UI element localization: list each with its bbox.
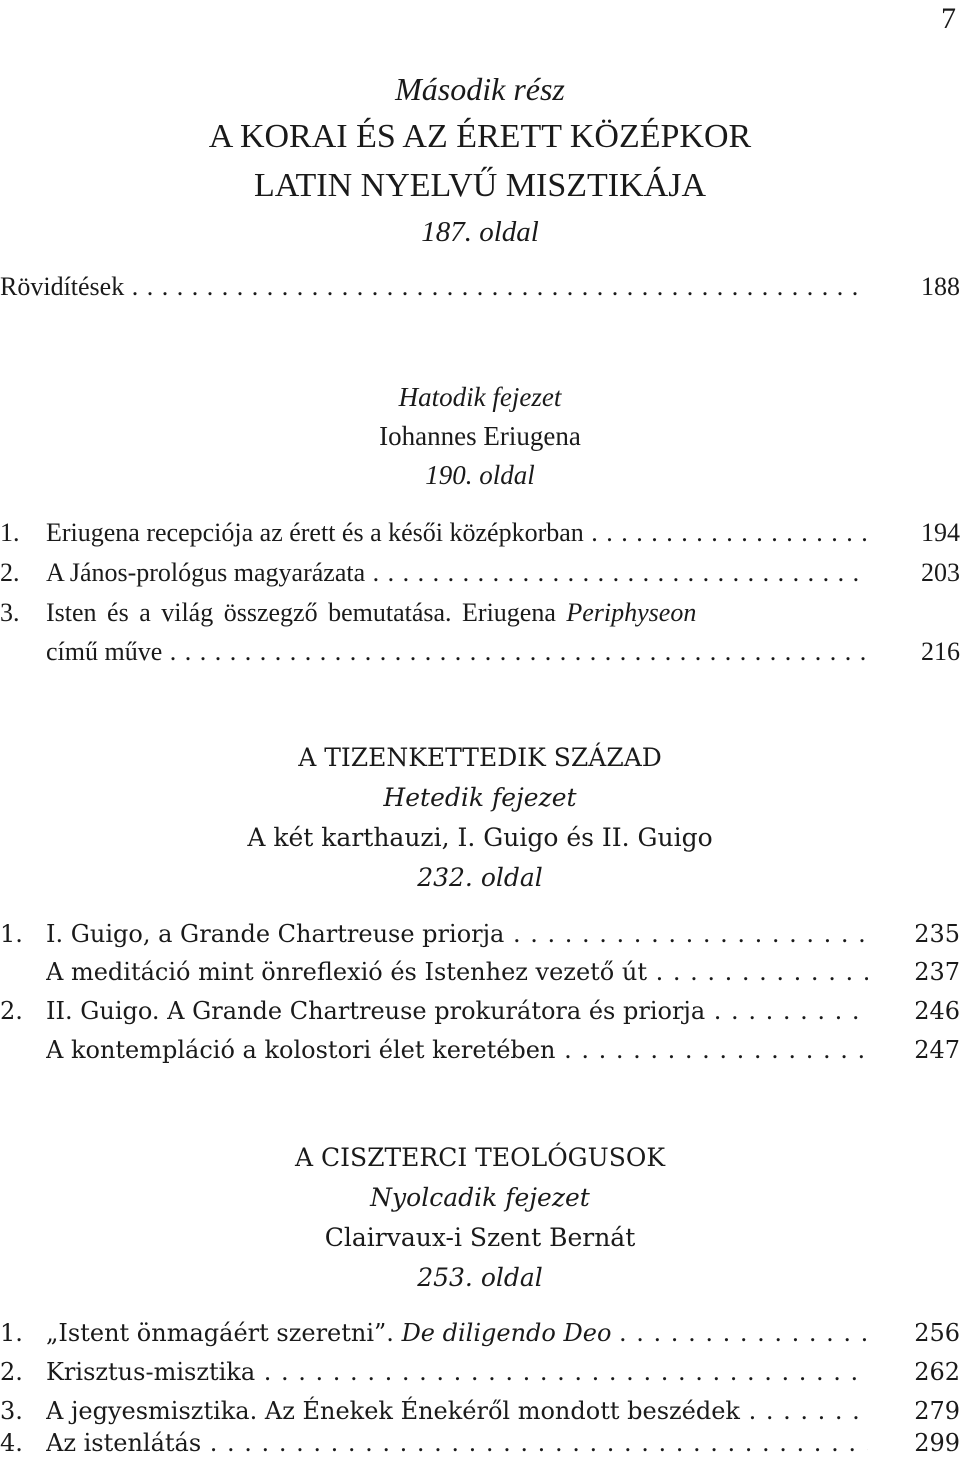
toc-entry[interactable] (0, 514, 960, 552)
part-page: 187. oldal (421, 216, 539, 248)
chapter6-page: 190. oldal (425, 460, 535, 490)
section12-title: A TIZENKETTEDIK SZÁZAD (298, 743, 662, 772)
page-number: 7 (941, 2, 956, 35)
toc-entry-multiline[interactable] (0, 594, 960, 632)
toc-entry-title-italic: Periphyseon (566, 598, 697, 627)
toc-entry-title: A meditáció mint önreflexió és Istenhez vezető út . . . (46, 953, 868, 991)
toc-entry[interactable] (0, 1424, 960, 1462)
toc-entry-number: 2. (0, 558, 20, 587)
chapter7-page: 232. oldal (417, 863, 543, 892)
toc-entry-abbreviations[interactable] (0, 268, 960, 306)
chapter6-heading (0, 378, 960, 495)
toc-entry-title: II. Guigo. A Grande Chartreuse prokurátora és priorja . . . (46, 992, 868, 1030)
toc-entry-page: 235 (914, 920, 960, 948)
toc-entry-title: „Istent önmagáért szeretni”. (46, 1319, 394, 1347)
toc-entry-title-italic: De diligendo Deo (401, 1319, 612, 1347)
cistercian-title: A CISZTERCI TEOLÓGUSOK (294, 1143, 666, 1172)
toc-entry-number: 4. (0, 1429, 23, 1457)
toc-entry-page: 237 (914, 958, 960, 986)
toc-entry-title: Isten és a világ összegző bemutatása. Eriugena (46, 598, 556, 627)
part-heading (0, 66, 960, 254)
toc-entry-title: Rövidítések . . . (0, 268, 868, 306)
toc-entry-number: 1. (0, 920, 23, 948)
toc-entry[interactable] (0, 1031, 960, 1069)
toc-entry-title: A kontempláció a kolostori élet keretében . . . (46, 1031, 868, 1069)
toc-entry-page: 262 (914, 1358, 960, 1386)
part-title-line2: LATIN NYELVŰ MISZTIKÁJA (253, 167, 707, 204)
toc-entry-title: A János-prológus magyarázata . . . (46, 554, 868, 592)
toc-entry-title: A jegyesmisztika. Az Énekek Énekéről mondott beszédek . . . (46, 1392, 868, 1430)
toc-entry-number: 1. (0, 518, 20, 547)
toc-entry[interactable] (0, 554, 960, 592)
toc-entry-page: 256 (914, 1319, 960, 1347)
toc-entry-title: I. Guigo, a Grande Chartreuse priorja . . . (46, 915, 868, 953)
toc-entry-page: 299 (914, 1429, 960, 1457)
chapter7-title: A két karthauzi, I. Guigo és II. Guigo (247, 823, 713, 852)
chapter8-page: 253. oldal (417, 1263, 543, 1292)
toc-entry-page: 188 (921, 272, 960, 301)
toc-entry-number: 1. (0, 1319, 23, 1347)
toc-entry[interactable] (0, 992, 960, 1030)
cistercian-heading (0, 1138, 960, 1298)
toc-entry-page: 203 (921, 558, 960, 587)
toc-entry-number: 3. (0, 598, 20, 627)
toc-entry-page: 194 (921, 518, 960, 547)
chapter7-label: Hetedik fejezet (383, 783, 577, 812)
section12-heading (0, 738, 960, 898)
part-title-line1: A KORAI ÉS AZ ÉRETT KÖZÉPKOR (208, 118, 752, 155)
chapter6-title: Iohannes Eriugena (379, 421, 581, 451)
chapter8-title: Clairvaux-i Szent Bernát (324, 1223, 636, 1252)
toc-entry[interactable] (0, 1353, 960, 1391)
toc-entry-page: 247 (914, 1036, 960, 1064)
toc-entry-title: című műve . . . (46, 633, 868, 671)
chapter8-label: Nyolcadik fejezet (370, 1183, 590, 1212)
toc-entry-number: 3. (0, 1397, 23, 1425)
toc-entry[interactable] (0, 953, 960, 991)
chapter6-label: Hatodik fejezet (398, 382, 562, 412)
toc-entry-page: 246 (914, 997, 960, 1025)
toc-entry-title: Az istenlátás . . . (46, 1424, 868, 1462)
toc-entry[interactable] (0, 915, 960, 953)
toc-entry-page: 279 (914, 1397, 960, 1425)
toc-entry-title: Eriugena recepciója az érett és a késői középkorban . . . (46, 514, 868, 552)
toc-entry[interactable] (0, 1314, 960, 1352)
toc-entry-number: 2. (0, 997, 23, 1025)
toc-entry-title: Krisztus-misztika . . . (46, 1353, 868, 1391)
toc-entry-continuation[interactable] (0, 633, 960, 671)
toc-entry-page: 216 (921, 637, 960, 666)
part-label: Második rész (395, 71, 565, 107)
toc-entry-number: 2. (0, 1358, 23, 1386)
